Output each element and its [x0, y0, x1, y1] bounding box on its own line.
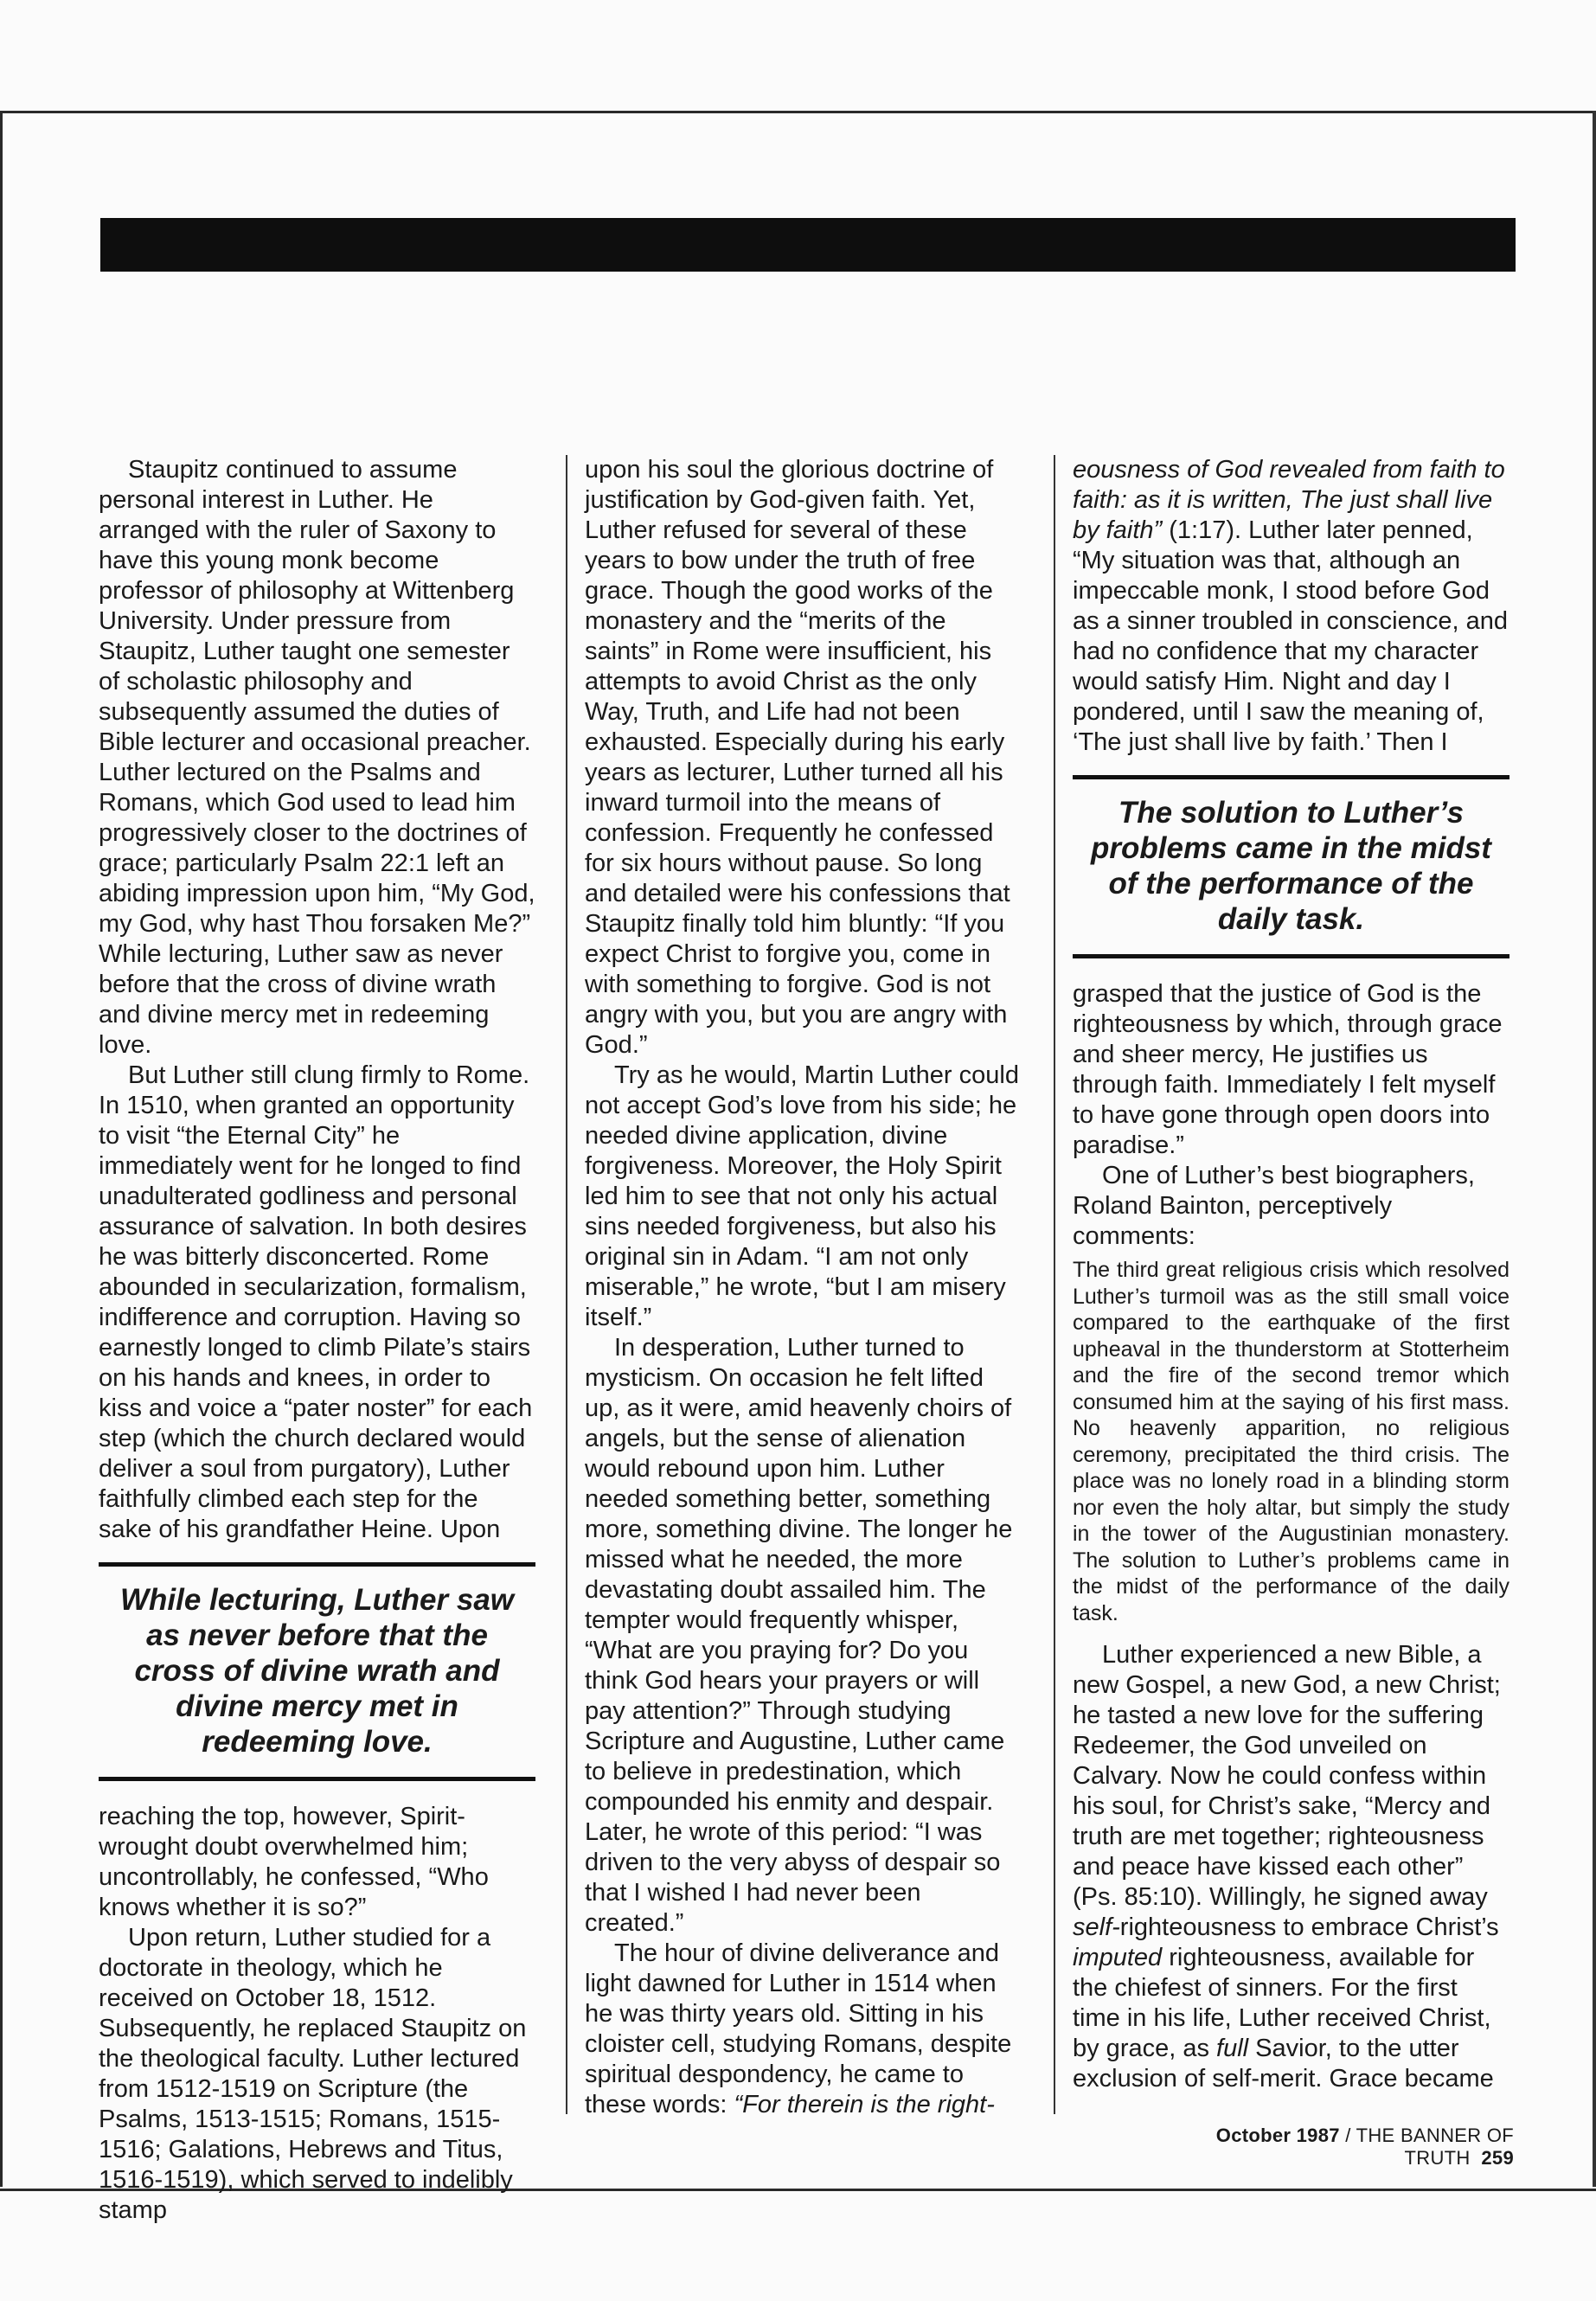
col3-p4-b: righteousness to embrace Christ’s — [1119, 1913, 1499, 1941]
footer-publication: / THE BANNER OF TRUTH — [1339, 2125, 1514, 2169]
col2-paragraph-1: upon his soul the glorious doctrine of justification by God-given faith. Yet, Luther refused for several of these years to bow under the truth of free grace. Though the good works of the monastery and the “merits of the saints” in Rome were insufficient, his attempts to avoid Christ as the only Way, Truth, and Life had not been exhausted. Especially during his early years as lecturer, Luther turned all his inward turmoil into the means of confession. Frequently he confessed for six hours without pause. So long and detailed were his confessions that Staupitz finally told him bluntly: “If you expect Christ to forgive you, come in with something to forgive. God is not angry with you, but you are angry with God.” — [585, 456, 1010, 1059]
column-rule-2 — [1054, 455, 1055, 2114]
col3-p1-text: (1:17). Luther later penned, “My situation was that, although an impeccable monk, I stood before God as a sinner troubled in conscience, and had no confidence that my character would satisfy Him. Night and day I pondered, until I saw the meaning of, ‘The just shall live by faith.’ Then I — [1073, 516, 1508, 756]
column-1 — [99, 455, 535, 2226]
scan-edge-right — [1593, 111, 1596, 2187]
footer-date: October 1987 — [1215, 2125, 1340, 2146]
col3-p4-a: Luther experienced a new Bible, a new Gospel, a new God, a new Christ; he tasted a new love for the suffering Redeemer, the God unveiled on Calvary. Now he could confess within his soul, for Christ’s sake, “Mercy and truth are met together; righteousness and peace have kissed each other” (Ps. 85:10). Willingly, he signed away — [1073, 1641, 1501, 1911]
col3-p4-c: righteousness, available for the chiefest of sinners. For the first time in his life, Luther received Christ, by grace, as — [1073, 1944, 1491, 2062]
col2-paragraph-4 — [585, 1939, 1022, 2120]
scan-edge-left — [0, 111, 3, 2187]
col2-p4-text: The hour of divine deliverance and light dawned for Luther in 1514 when he was thirty years old. Sitting in his cloister cell, studying Romans, despite spiritual despondency, he came to these words: — [585, 1939, 1012, 2118]
col3-paragraph-4 — [1073, 1640, 1509, 2094]
col3-paragraph-1 — [1073, 455, 1509, 758]
col3-p4-italic-1: self- — [1073, 1913, 1120, 1941]
column-3 — [1073, 455, 1509, 2094]
col1-paragraph-3: reaching the top, however, Spirit-wrought doubt overwhelmed him; uncontrollably, he confessed, “Who knows whether it is so?” — [99, 1803, 489, 1921]
col3-paragraph-3: One of Luther’s best biographers, Roland Bainton, perceptively comments: — [1073, 1162, 1475, 1250]
column-2 — [585, 455, 1022, 2120]
column-rule-1 — [566, 455, 567, 2114]
col1-paragraph-1: Staupitz continued to assume personal interest in Luther. He arranged with the ruler of Saxony to have this young monk become professor of philosophy at Wittenberg University. Under pressure from Staupitz, Luther taught one semester of scholastic philosophy and subsequently assumed the duties of Bible lecturer and occasional preacher. Luther lectured on the Psalms and Romans, which God used to lead him progressively closer to the doctrines of grace; particularly Psalm 22:1 left an abiding impression upon him, “My God, my God, why hast Thou forsaken Me?” While lecturing, Luther saw as never before that the cross of divine wrath and divine mercy met in redeeming love. — [99, 456, 535, 1059]
col2-paragraph-3: In desperation, Luther turned to mysticism. On occasion he felt lifted up, as it were, amid heavenly choirs of angels, but the sense of alienation would rebound upon him. Luther needed something better, something more, something divine. The longer he missed what he needed, the more devastating doubt assailed him. The tempter would frequently whisper, “What are you praying for? Do you think God hears your prayers or will pay attention?” Through studying Scripture and Augustine, Luther came to believe in predestination, which compounded his enmity and despair. Later, he wrote of this period: “I was driven to the very abyss of despair so that I wished I had never been created.” — [585, 1334, 1013, 1937]
col2-p4-italic: “For therein is the right- — [734, 2091, 995, 2118]
scan-edge-top — [0, 111, 1596, 113]
pull-quote-1: While lecturing, Luther saw as never before that the cross of divine wrath and divine mercy met in redeeming love. — [99, 1562, 535, 1781]
page-footer — [1142, 2125, 1514, 2170]
pull-quote-2: The solution to Luther’s problems came in the midst of the performance of the daily task. — [1073, 775, 1509, 958]
header-black-bar — [100, 218, 1516, 272]
col1-paragraph-4: Upon return, Luther studied for a doctorate in theology, which he received on October 18, 1512. Subsequently, he replaced Staupitz on the theological faculty. Luther lectured from 1512-1519 on Scripture (the Psalms, 1513-1515; Romans, 1515-1516; Galations, Hebrews and Titus, 1516-1519), which served to indelibly stamp — [99, 1924, 527, 2224]
col3-p1-italic: eousness of God revealed from faith to faith: as it is written, The just shall live by faith” — [1073, 456, 1505, 544]
page-number: 259 — [1481, 2147, 1514, 2169]
col1-paragraph-2: But Luther still clung firmly to Rome. In 1510, when granted an opportunity to visit “the Eternal City” he immediately went for he longed to find unadulterated godliness and personal assurance of salvation. In both desires he was bitterly disconcerted. Rome abounded in secularization, formalism, indifference and corruption. Having so earnestly longed to climb Pilate’s stairs on his hands and knees, in order to kiss and voice a “pater noster” for each step (which the church declared would deliver a soul from purgatory), Luther faithfully climbed each step for the sake of his grandfather Heine. Upon — [99, 1061, 533, 1543]
col2-paragraph-2: Try as he would, Martin Luther could not accept God’s love from his side; he needed divine application, divine forgiveness. Moreover, the Holy Spirit led him to see that not only his actual sins needed forgiveness, but also his original sin in Adam. “I am not only miserable,” he wrote, “but I am misery itself.” — [585, 1061, 1019, 1331]
col3-p4-italic-2: imputed — [1073, 1944, 1163, 1971]
col3-p4-d: Savior, to the utter exclusion of self-merit. Grace became — [1073, 2035, 1494, 2093]
col3-paragraph-2: grasped that the justice of God is the righteousness by which, through grace and sheer mercy, He justifies us through faith. Immediately I felt myself to have gone through open doors into paradise.” — [1073, 980, 1503, 1159]
block-quote: The third great religious crisis which resolved Luther’s turmoil was as the still small voice compared to the earthquake of the first upheaval in the thunderstorm at Stotterheim and the fire of the second tremor which consumed him at the saying of his first mass. No heavenly apparition, no religious ceremony, precipitated the third crisis. The place was no lonely road in a blinding storm nor even the holy altar, but simply the study in the tower of the Augustinian monastery. The solution to Luther’s problems came in the midst of the performance of the daily task. — [1073, 1258, 1509, 1625]
col3-p4-italic-3: full — [1216, 2035, 1249, 2062]
